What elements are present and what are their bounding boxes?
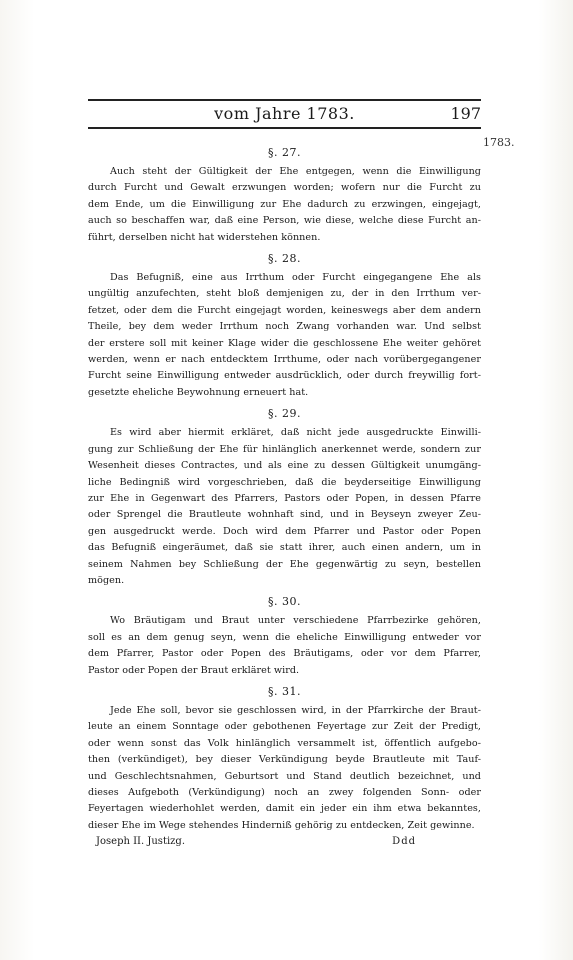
text-line: liche Bedingniß wird vorgeschrieben, daß die beyderseitige Einwilligung [88,476,481,488]
running-header [88,104,481,126]
text-line: Pastor oder Popen der Braut erkläret wird. [88,664,300,676]
section-heading: §. 27. [268,146,301,159]
text-line: und Geschlechtsnahmen, Geburtsort und Stand deutlich bezeichnet, und [88,770,481,782]
section-paragraph [88,703,481,834]
text-line: seinem Nahmen bey Schließung der Ehe gegenwärtig zu seyn, bestellen [88,558,481,570]
section-paragraph [88,425,481,589]
text-line: das Befugniß eingeräumet, daß sie statt ihrer, auch einen andern, um in [88,542,481,554]
text-line: der erstere soll mit keiner Klage wider die geschlossene Ehe weiter gehöret [88,337,481,349]
text-line: werden, wenn er nach entdecktem Irrthume, oder nach vorübergegangener [88,354,481,366]
text-line: zur Ehe in Gegenwart des Pfarrers, Pastors oder Popen, in dessen Pfarre [88,492,481,504]
text-line: soll es an dem genug seyn, wenn die eheliche Einwilligung entweder vor [88,631,481,643]
text-line: then (verkündiget), bey dieser Verkündigung beyde Brautleute mit Tauf- [88,754,481,766]
text-line: ungültig anzufechten, steht bloß demjenigen zu, der in den Irrthum ver- [88,288,481,300]
text-line: mögen. [88,574,125,586]
text-line: gesetzte eheliche Beywohnung erneuert hat. [88,386,309,398]
section-paragraph [88,164,481,246]
text-line: führt, derselben nicht hat widerstehen können. [88,231,321,243]
text-line: Wesenheit dieses Contractes, und als eine zu dessen Gültigkeit unumgäng- [88,460,481,472]
text-line: Das Befugniß, eine aus Irrthum oder Furcht eingegangene Ehe als [110,272,481,284]
text-line: Jede Ehe soll, bevor sie geschlossen wird, in der Pfarrkirche der Braut- [110,704,481,716]
text-line: Theile, bey dem weder Irrthum noch Zwang vorhanden war. Und selbst [88,321,481,333]
section-heading: §. 29. [268,407,301,421]
text-line: durch Furcht und Gewalt erzwungen worden; wofern nur die Furcht zu [88,182,481,194]
text-line: gen ausgedruckt werde. Doch wird dem Pfarrer und Pastor oder Popen [88,525,481,537]
text-line: Furcht seine Einwilligung entweder ausdrücklich, oder durch freywillig fort- [88,370,481,382]
text-line: Es wird aber hiermit erkläret, daß nicht jede ausgedruckte Einwilli- [110,427,481,439]
page-number: 197 [450,104,481,123]
section-paragraph [88,270,481,401]
text-line: Wo Bräutigam und Braut unter verschiedene Pfarrbezirke gehören, [110,615,481,627]
section-heading: §. 28. [268,252,301,266]
header-rule-top [88,99,481,101]
text-line: fetzet, oder dem die Furcht eingejagt worden, keineswegs aber dem andern [88,304,481,316]
margin-year: 1783. [483,136,515,149]
text-line: auch so beschaffen war, daß eine Person, wie diese, welche diese Furcht an- [88,215,481,227]
text-line: dem Ende, um die Einwilligung zur Ehe dadurch zu erzwingen, eingejagt, [88,198,481,210]
page-footer [96,836,416,852]
header-rule-bottom [88,127,481,129]
body-text [88,140,481,838]
footer-source: Joseph II. Justizg. [96,836,186,847]
running-title: vom Jahre 1783. [214,104,355,123]
text-line: dieser Ehe im Wege stehendes Hinderniß gehörig zu entdecken, Zeit gewinne. [88,819,475,831]
text-line: leute an einem Sonntage oder gebothenen Feyertage zur Zeit der Predigt, [88,721,481,733]
section-heading: §. 31. [268,684,301,698]
section-heading: §. 30. [268,595,301,609]
text-line: oder wenn sonst das Volk hinlänglich versammelt ist, öffentlich aufgebo- [88,737,481,749]
text-line: oder Sprengel die Brautleute wohnhaft sind, und in Beyseyn zweyer Zeu- [88,509,481,521]
text-line: Auch steht der Gültigkeit der Ehe entgegen, wenn die Einwilligung [110,166,481,177]
text-line: Feyertagen wiederhohlet werden, damit ein jeder ein ihm etwa bekanntes, [88,803,481,815]
text-line: dieses Aufgeboth (Verkündigung) noch an zwey folgenden Sonn- oder [88,787,481,798]
text-line: dem Pfarrer, Pastor oder Popen des Bräutigams, oder vor dem Pfarrer, [88,648,481,660]
text-line: gung zur Schließung der Ehe für hinlänglich anerkennet werde, sondern zur [88,443,481,455]
signature-mark: Ddd [392,836,416,847]
section-paragraph [88,613,481,679]
